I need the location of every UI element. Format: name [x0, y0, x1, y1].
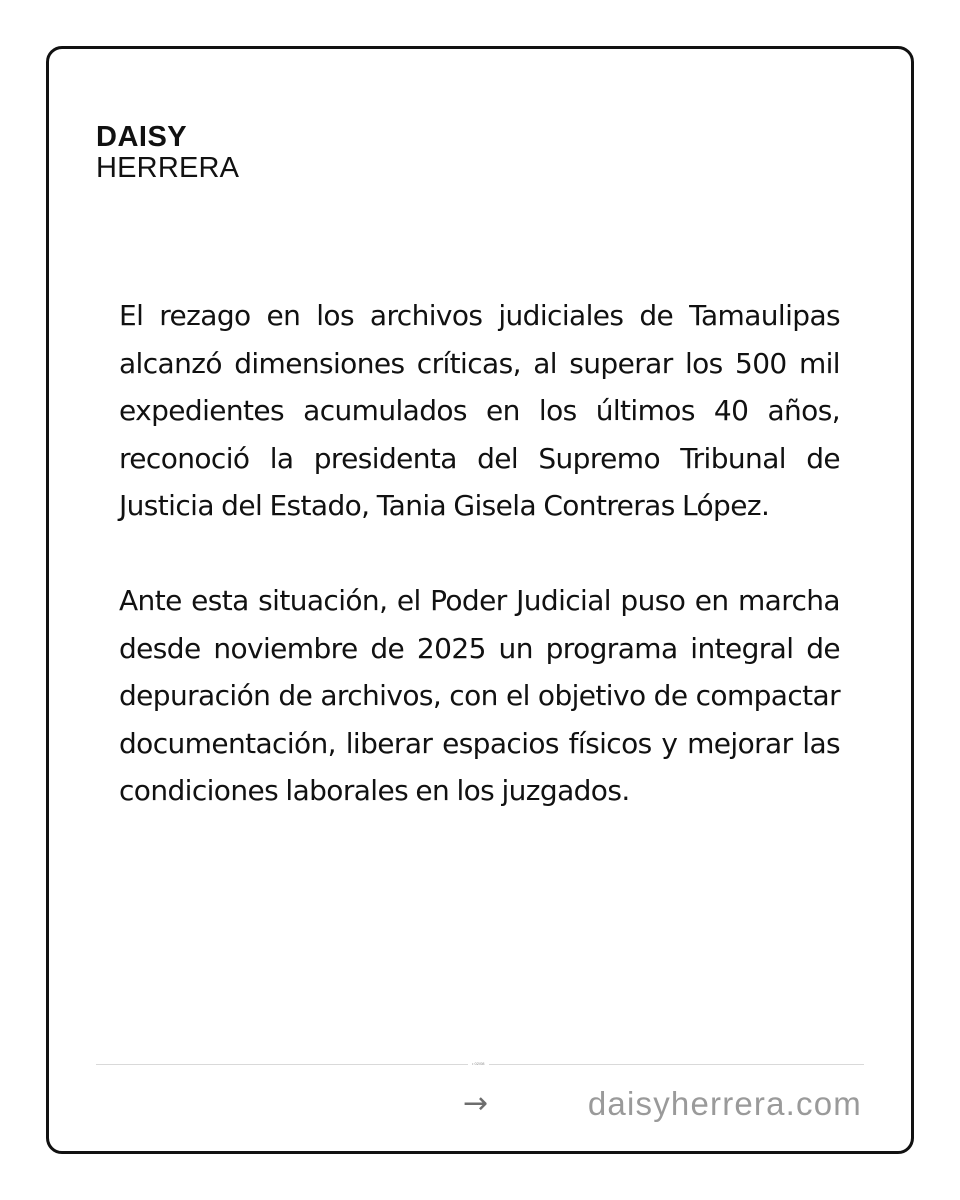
website-link[interactable]: daisyherrera.com: [587, 1085, 862, 1122]
footer-divider-mark: • 02/08: [468, 1059, 489, 1069]
article-paragraph-2: Ante esta situación, el Poder Judicial puso en marcha desde noviembre de 2025 un programa integral de depuración de archivos, con el objetivo de compactar documentación, liberar espacios físicos y mejorar las condiciones laborales en los juzgados.: [119, 584, 840, 807]
article-paragraph-1: El rezago en los archivos judiciales de Tamaulipas alcanzó dimensiones críticas, al superar los 500 mil expedientes acumulados en los últimos 40 años, reconoció la presidenta del Supremo Tribunal de Justicia del Estado, Tania Gisela Contreras López.: [119, 299, 840, 522]
brand-first-name: DAISY: [96, 121, 188, 153]
article-text: [119, 292, 840, 815]
brand-last-name: HERRERA: [96, 152, 240, 184]
brand-logo: [96, 122, 239, 184]
arrow-right-icon[interactable]: →: [463, 1086, 489, 1121]
